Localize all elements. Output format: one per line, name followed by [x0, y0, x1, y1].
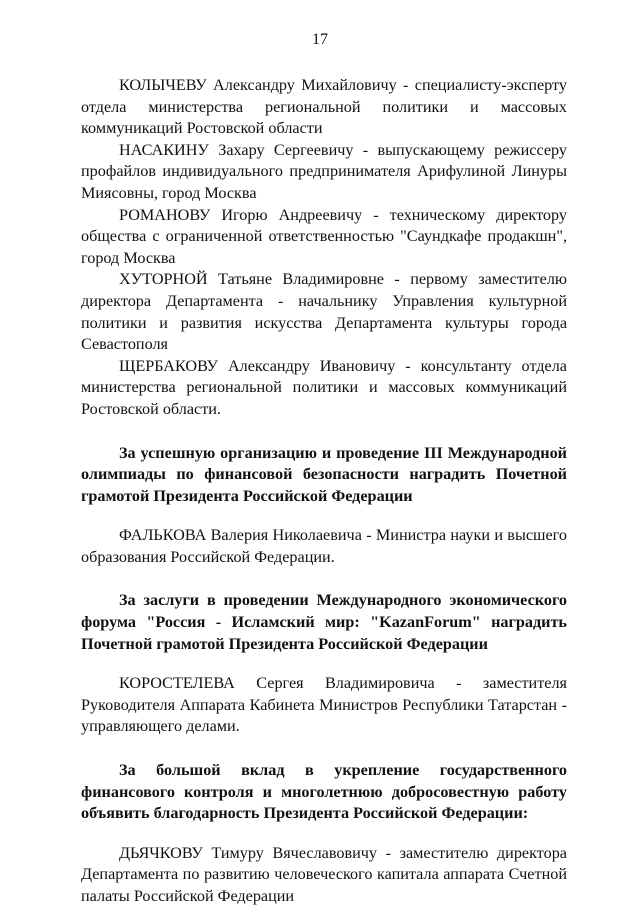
award-entry: РОМАНОВУ Игорю Андреевичу - техническому директору общества с ограниченной ответственностью "Саундкафе продакшн", город Москва [81, 205, 567, 267]
award-entry: ЩЕРБАКОВУ Александру Ивановичу - консультанту отдела министерства региональной политики и массовых коммуникаций Ростовской области. [81, 356, 567, 418]
spacer [81, 825, 567, 843]
award-entry: КОРОСТЕЛЕВА Сергея Владимировича - заместителя Руководителя Аппарата Кабинета Министров Республики Татарстан - управляющего делами. [81, 674, 567, 736]
award-entry: ДЬЯЧКОВУ Тимуру Вячеславовичу - заместителю директора Департамента по развитию человеческого капитала аппарата Счетной палаты Российской Федерации [81, 843, 567, 905]
section-heading: За успешную организацию и проведение III Международной олимпиады по финансовой безопасности наградить Почетной грамотой Президента Российской Федерации [81, 443, 567, 505]
section-heading: За большой вклад в укрепление государственного финансового контроля и многолетнюю добросовестную работу объявить благодарность Президента Российской Федерации: [81, 761, 567, 823]
page-number: 17 [312, 31, 328, 48]
spacer [81, 568, 567, 590]
award-entry: КОЛЫЧЕВУ Александру Михайловичу - специалисту-эксперту отдела министерства региональной политики и массовых коммуникаций Ростовской области [81, 76, 567, 138]
award-entry: НАСАКИНУ Захару Сергеевичу - выпускающему режиссеру профайлов индивидуального предпринимателя Арифулиной Линуры Миясовны, город Москва [81, 140, 567, 202]
section-heading: За заслуги в проведении Международного экономического форума "Россия - Исламский мир: "KazanForum" наградить Почетной грамотой Президента Российской Федерации [81, 591, 567, 653]
spacer [81, 507, 567, 525]
spacer [81, 738, 567, 760]
document-body [81, 75, 567, 908]
spacer [81, 421, 567, 443]
award-entry: ФАЛЬКОВА Валерия Николаевича - Министра науки и высшего образования Российской Федерации. [81, 526, 567, 566]
spacer [81, 655, 567, 673]
award-entry: ХУТОРНОЙ Татьяне Владимировне - первому заместителю директора Департамента - начальнику Управления культурной политики и развития искусства Департамента культуры города Севастополя [81, 270, 567, 354]
